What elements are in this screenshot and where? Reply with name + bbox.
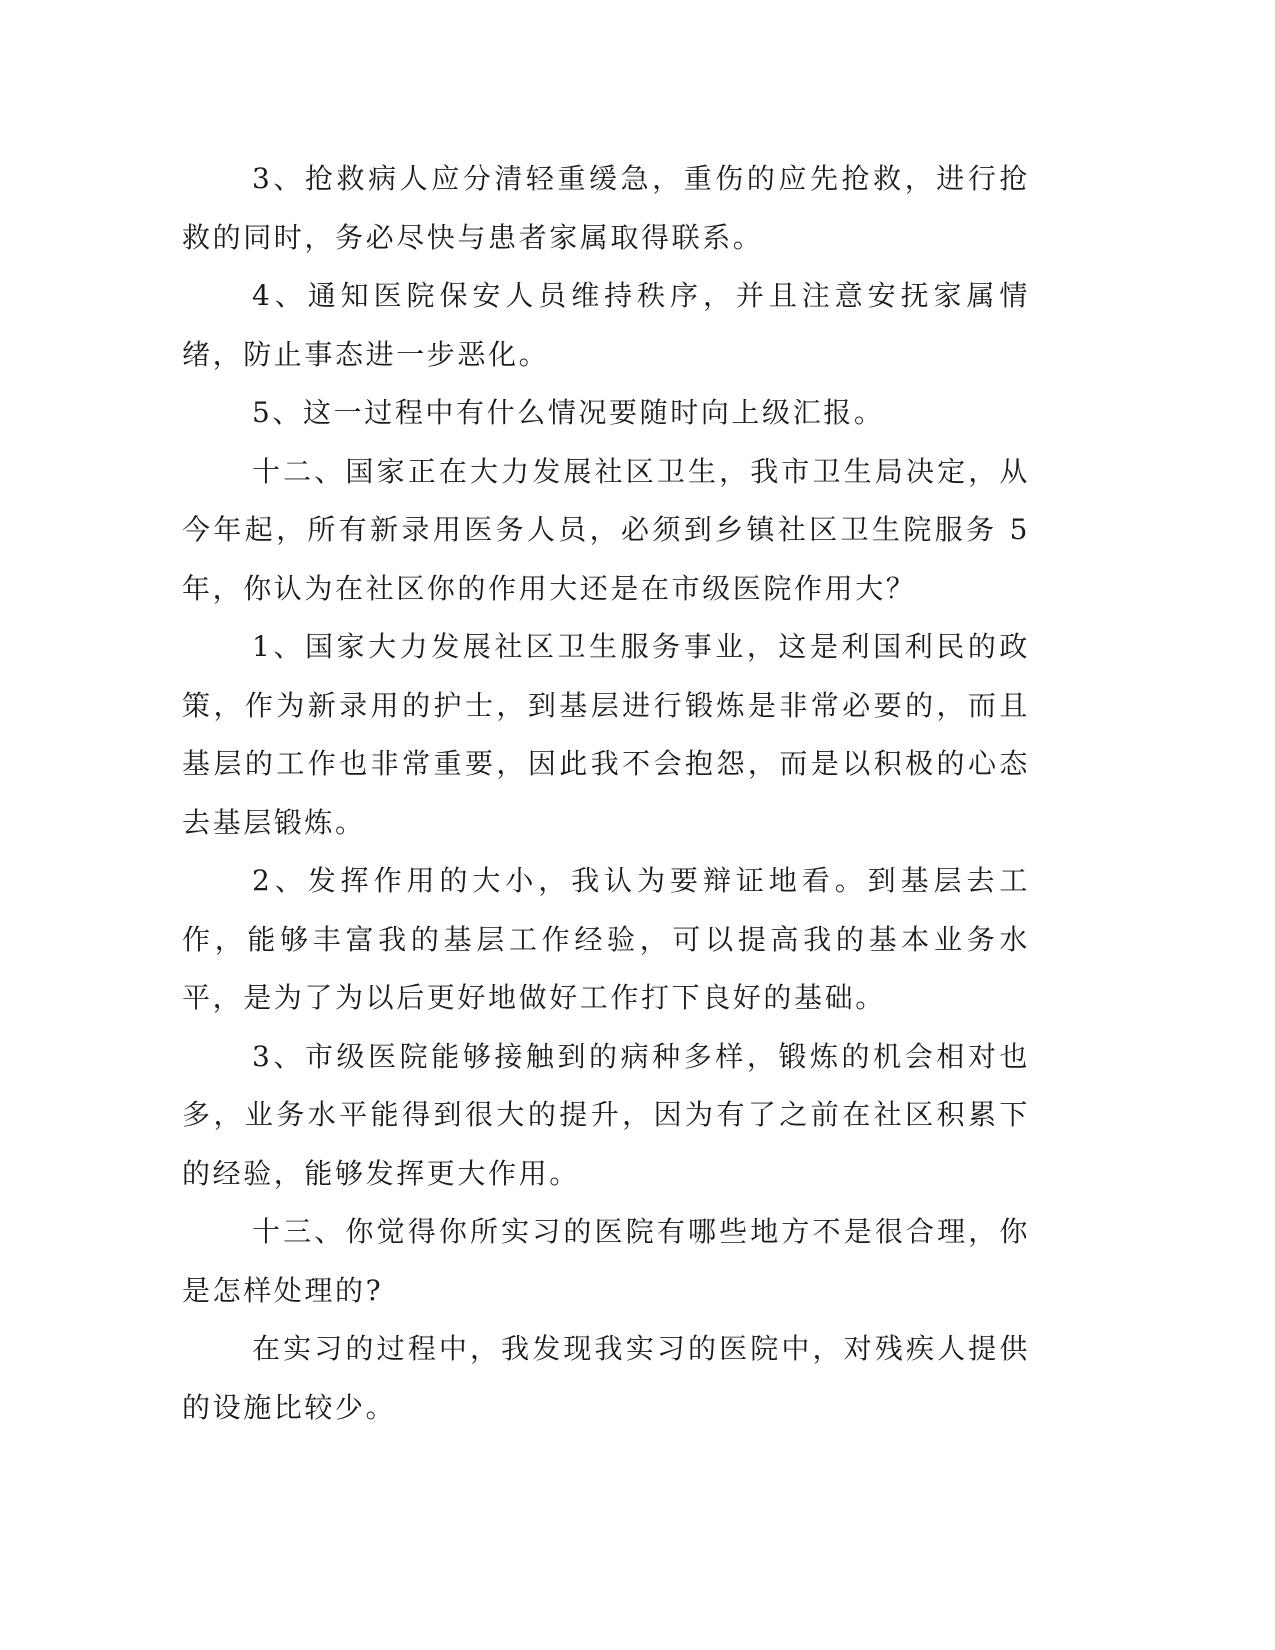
question-twelve: 十二、国家正在大力发展社区卫生，我市卫生局决定，从今年起，所有新录用医务人员，必须到乡镇社区卫生院服务 5 年，你认为在社区你的作用大还是在市级医院作用大？ <box>182 454 1030 605</box>
answer-twelve-point-two: 2、发挥作用的大小，我认为要辩证地看。到基层去工作，能够丰富我的基层工作经验，可以提高我的基本业务水平，是为了为以后更好地做好工作打下良好的基础。 <box>182 864 1030 1014</box>
question-thirteen: 十三、你觉得你所实习的医院有哪些地方不是很合理，你是怎样处理的? <box>182 1215 1030 1307</box>
answer-twelve-point-three: 3、市级医院能够接触到的病种多样，锻炼的机会相对也多，业务水平能得到很大的提升，因为有了之前在社区积累下的经验，能够发挥更大作用。 <box>182 1039 1030 1190</box>
paragraph-rescue-priority: 3、抢救病人应分清轻重缓急，重伤的应先抢救，进行抢救的同时，务必尽快与患者家属取得联系。 <box>182 162 1030 254</box>
paragraph-notify-security: 4、通知医院保安人员维持秩序，并且注意安抚家属情绪，防止事态进一步恶化。 <box>182 279 1030 371</box>
answer-twelve-point-one: 1、国家大力发展社区卫生服务事业，这是利国利民的政策，作为新录用的护士，到基层进行锻炼是非常必要的，而且基层的工作也非常重要，因此我不会抱怨，而是以积极的心态去基层锻炼。 <box>182 630 1030 839</box>
document-page <box>182 150 1030 1437</box>
answer-thirteen: 在实习的过程中，我发现我实习的医院中，对残疾人提供的设施比较少。 <box>182 1332 1030 1424</box>
paragraph-report-superiors: 5、这一过程中有什么情况要随时向上级汇报。 <box>252 396 885 429</box>
